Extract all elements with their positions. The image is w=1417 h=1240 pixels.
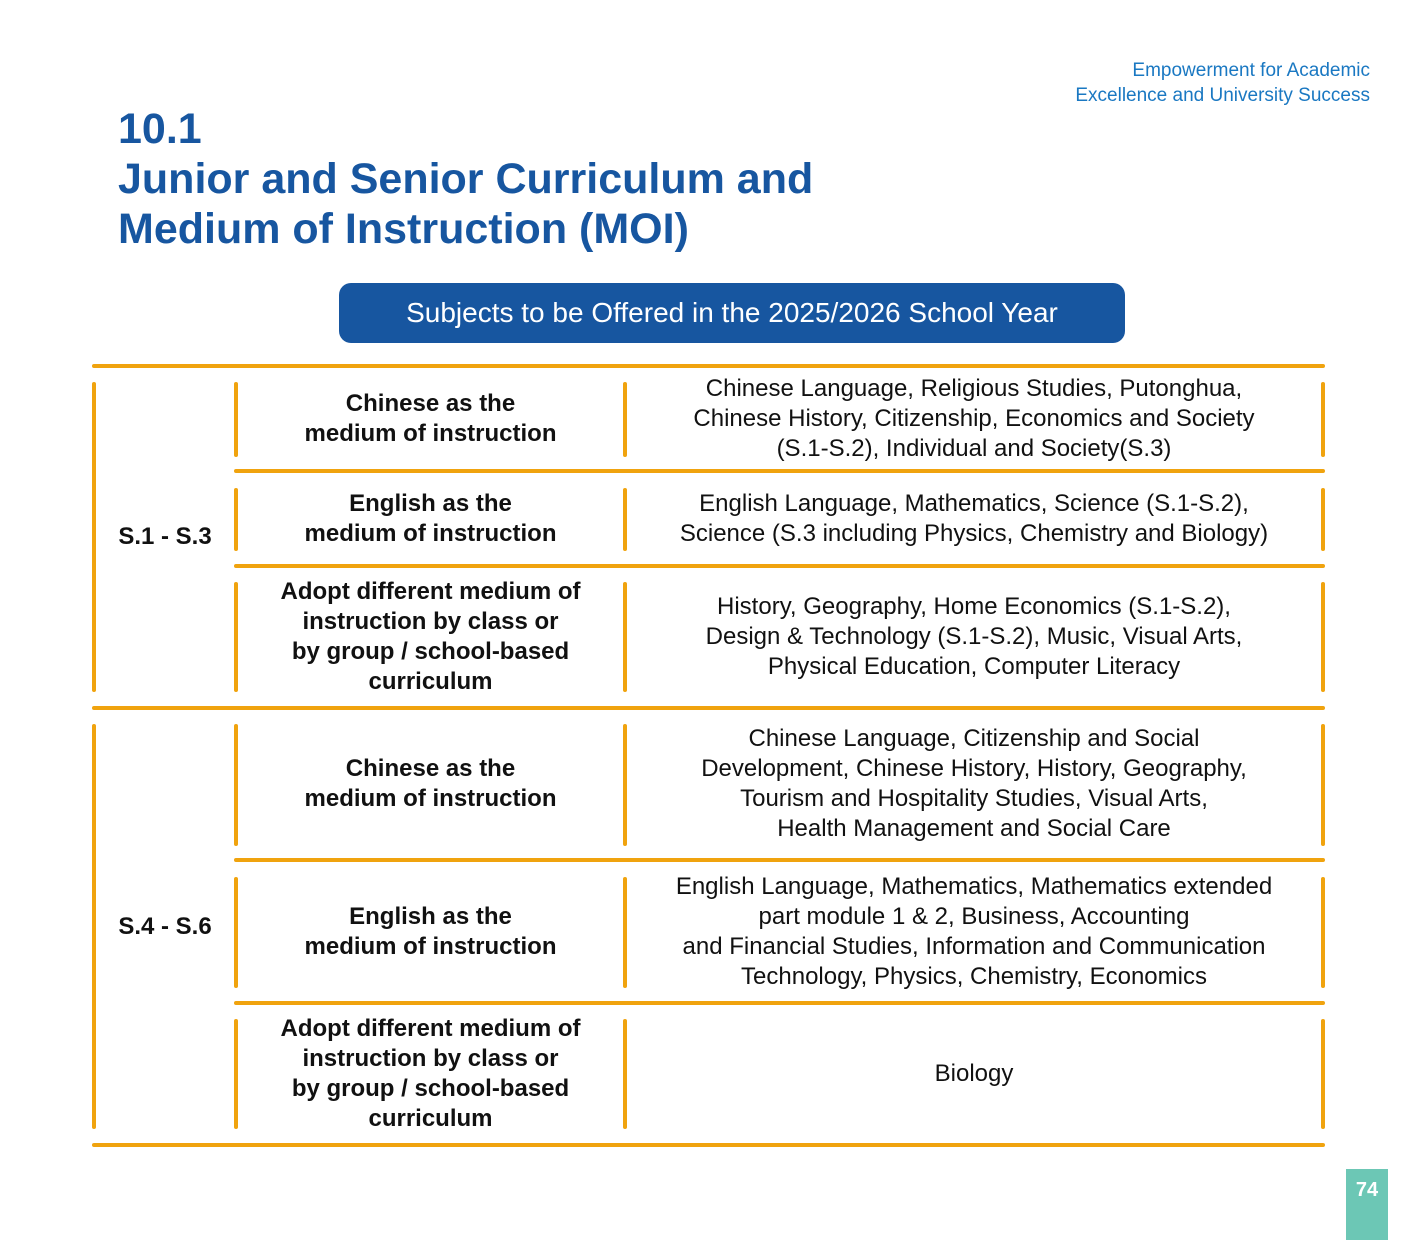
subjects-line: Chinese Language, Citizenship and Social bbox=[748, 725, 1200, 752]
moi-line: medium of instruction bbox=[304, 932, 557, 960]
subjects-line: part module 1 & 2, Business, Accounting bbox=[758, 902, 1190, 930]
section-title-line2: Medium of Instruction (MOI) bbox=[118, 205, 689, 253]
moi-line: medium of instruction bbox=[304, 419, 557, 447]
subjects-cell bbox=[627, 1005, 1321, 1143]
section-title-line1: Junior and Senior Curriculum and bbox=[118, 155, 814, 203]
subjects-line: Tourism and Hospitality Studies, Visual Arts, bbox=[740, 785, 1208, 812]
subjects-line: Biology bbox=[934, 1060, 1014, 1087]
column-rule bbox=[1321, 724, 1325, 846]
moi-cell bbox=[238, 862, 623, 1001]
subjects-line: Technology, Physics, Chemistry, Economics bbox=[741, 962, 1207, 990]
subjects-line: History, Geography, Home Economics (S.1-S.2), bbox=[717, 593, 1231, 620]
moi-line: Chinese as the bbox=[345, 389, 516, 417]
moi-line: curriculum bbox=[368, 668, 493, 695]
column-rule bbox=[1321, 382, 1325, 457]
subjects-line: and Financial Studies, Information and Communication bbox=[682, 932, 1266, 960]
header-tagline bbox=[1075, 58, 1370, 108]
moi-line: curriculum bbox=[368, 1105, 493, 1132]
column-rule bbox=[1321, 877, 1325, 988]
column-rule bbox=[1321, 1019, 1325, 1129]
moi-cell bbox=[238, 710, 623, 858]
level-junior: S.1 - S.3 bbox=[118, 523, 212, 550]
moi-cell bbox=[238, 473, 623, 564]
moi-line: English as the bbox=[349, 489, 512, 517]
subjects-line: English Language, Mathematics, Science (S.1-S.2), bbox=[699, 489, 1249, 517]
moi-line: medium of instruction bbox=[304, 785, 557, 812]
table-bottom-rule bbox=[92, 1143, 1325, 1147]
subjects-cell bbox=[627, 568, 1321, 706]
subjects-line: Design & Technology (S.1-S.2), Music, Visual Arts, bbox=[705, 623, 1243, 650]
moi-line: by group / school-based bbox=[291, 638, 570, 665]
subjects-cell bbox=[627, 473, 1321, 564]
moi-line: instruction by class or bbox=[302, 1045, 559, 1072]
moi-line: by group / school-based bbox=[291, 1075, 570, 1102]
moi-cell bbox=[238, 368, 623, 469]
subjects-line: (S.1-S.2), Individual and Society(S.3) bbox=[776, 434, 1172, 462]
level-senior: S.4 - S.6 bbox=[118, 912, 212, 940]
subjects-line: English Language, Mathematics, Mathematics extended bbox=[675, 872, 1273, 900]
section-title bbox=[118, 104, 813, 254]
moi-cell bbox=[238, 568, 623, 706]
subjects-line: Physical Education, Computer Literacy bbox=[767, 653, 1181, 680]
section-number: 10.1 bbox=[118, 105, 202, 153]
subjects-cell bbox=[627, 710, 1321, 858]
subjects-cell bbox=[627, 862, 1321, 1001]
moi-line: Adopt different medium of bbox=[280, 1015, 581, 1042]
subjects-cell bbox=[627, 368, 1321, 469]
header-tagline-line2: Excellence and University Success bbox=[1075, 85, 1370, 106]
moi-line: instruction by class or bbox=[302, 608, 559, 635]
column-rule bbox=[1321, 488, 1325, 551]
subjects-line: Chinese Language, Religious Studies, Putonghua, bbox=[705, 374, 1243, 402]
moi-cell bbox=[238, 1005, 623, 1143]
moi-line: Adopt different medium of bbox=[280, 578, 581, 605]
moi-line: Chinese as the bbox=[345, 755, 516, 782]
column-rule bbox=[1321, 582, 1325, 692]
moi-line: English as the bbox=[349, 902, 512, 930]
subjects-line: Chinese History, Citizenship, Economics and Society bbox=[693, 404, 1255, 432]
subjects-line: Health Management and Social Care bbox=[777, 815, 1171, 842]
subjects-line: Development, Chinese History, History, Geography, bbox=[701, 755, 1247, 782]
subjects-line: Science (S.3 including Physics, Chemistry and Biology) bbox=[679, 519, 1269, 547]
page-number-badge: 74 bbox=[1346, 1169, 1388, 1240]
header-tagline-line1: Empowerment for Academic bbox=[1132, 60, 1370, 81]
subjects-banner: Subjects to be Offered in the 2025/2026 School Year bbox=[339, 283, 1125, 343]
moi-line: medium of instruction bbox=[304, 519, 557, 547]
